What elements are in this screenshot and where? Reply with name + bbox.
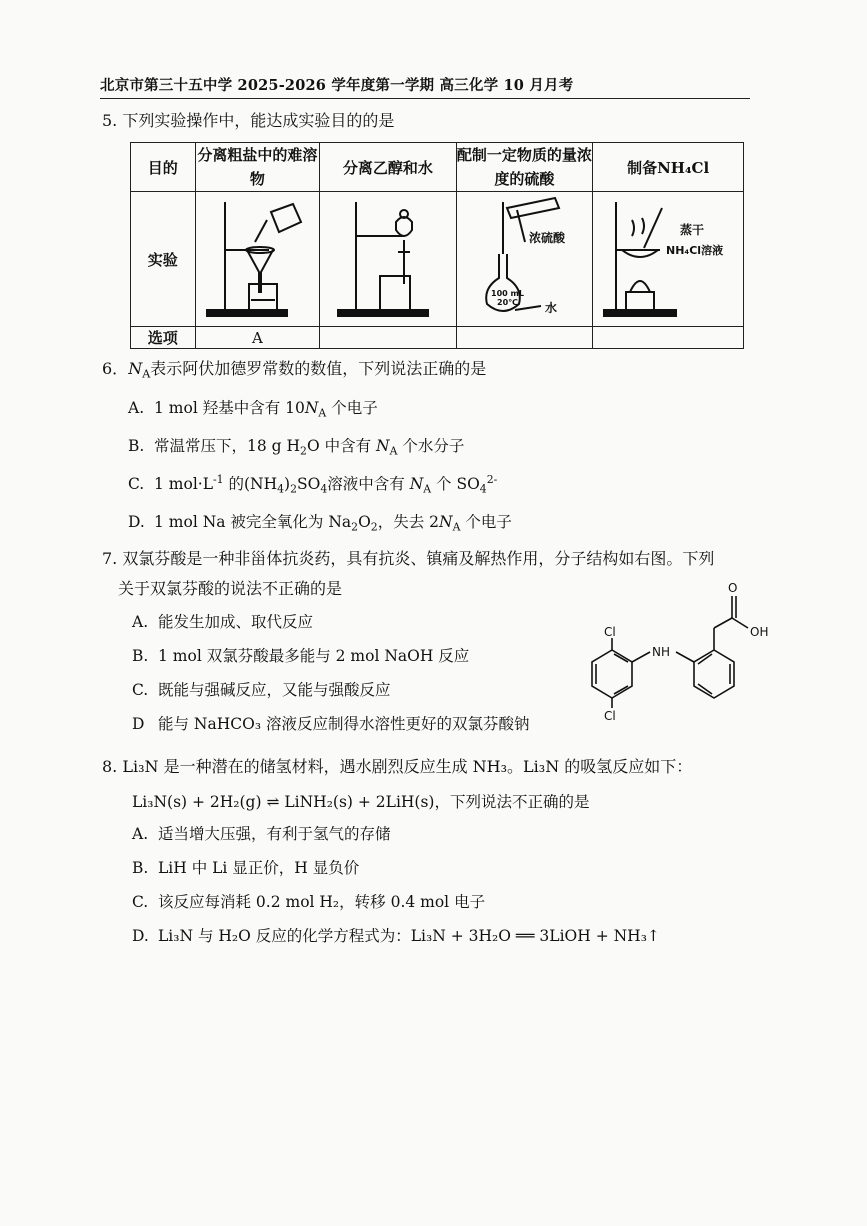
- apparatus-separatory: [320, 192, 456, 327]
- apparatus-filtration: [195, 192, 320, 327]
- row-label-purpose: 目的: [131, 143, 196, 192]
- apparatus-volumetric: [456, 192, 593, 327]
- q7-stem-line1: 7. 双氯芬酸是一种非甾体抗炎药，具有抗炎、镇痛及解热作用，分子结构如右图。下列: [102, 549, 715, 568]
- oh-label: OH: [750, 625, 769, 639]
- purpose-c: 配制一定物质的量浓度的硫酸: [456, 143, 593, 192]
- nh4cl-solution-label: NH₄Cl溶液: [665, 244, 723, 257]
- flask-temp-label: 20℃: [497, 298, 519, 307]
- q8-equation: Li₃N(s) + 2H₂(g) ⇌ LiNH₂(s) + 2LiH(s)，下列说法不正确的是: [132, 793, 590, 811]
- q8-option-c: C. 该反应每消耗 0.2 mol H₂，转移 0.4 mol 电子: [132, 893, 486, 911]
- q7-option-b: B. 1 mol 双氯芬酸最多能与 2 mol NaOH 反应: [132, 647, 470, 665]
- q8-stem: 8. Li₃N 是一种潜在的储氢材料，遇水剧烈反应生成 NH₃。Li₃N 的吸氢反应如下：: [102, 757, 693, 776]
- option-c-cell: [456, 327, 593, 349]
- q7-option-c: C. 既能与强碱反应，又能与强酸反应: [132, 681, 391, 699]
- purpose-b: 分离乙醇和水: [320, 143, 456, 192]
- q7-stem-line2: 关于双氯芬酸的说法不正确的是: [118, 579, 343, 598]
- flask-volume-label: 100 mL: [491, 289, 525, 298]
- evap-label: 蒸干: [679, 223, 704, 237]
- q6-stem: 6．$N_A$表示阿伏加德罗常数的数值，下列说法正确的是: [102, 359, 487, 381]
- carbonyl-o-label: O: [728, 581, 738, 595]
- q6-option-b: B. 常温常压下，18 g $H_2O$ 中含有 $N_A$ 个水分子: [128, 437, 465, 458]
- exam-header: 北京市第三十五中学 2025-2026 学年度第一学期 高三化学 10 月月考: [100, 74, 750, 99]
- option-d-cell: [593, 327, 744, 349]
- apparatus-evaporation: [593, 192, 744, 327]
- purpose-a: 分离粗盐中的难溶物: [195, 143, 320, 192]
- purpose-d: 制备NH₄Cl: [593, 143, 744, 192]
- option-a-cell: A: [195, 327, 320, 349]
- q7-option-d: D 能与 NaHCO₃ 溶液反应制得水溶性更好的双氯芬酸钠: [132, 715, 530, 733]
- q6-option-d: D. 1 mol Na 被完全氧化为 $Na_2O_2$，失去 $2N_A$ 个电子: [128, 513, 512, 534]
- row-label-experiment: 实验: [131, 192, 196, 327]
- q8-option-a: A. 适当增大压强，有利于氢气的存储: [132, 825, 391, 843]
- separatory-funnel-image: [328, 192, 448, 322]
- q7-option-a: A. 能发生加成、取代反应: [132, 613, 314, 631]
- q8-option-b: B. LiH 中 Li 显正价，H 显负价: [132, 859, 360, 877]
- q5-stem: 5. 下列实验操作中，能达成实验目的的是: [102, 111, 395, 130]
- q8-option-d: D. Li₃N 与 H₂O 反应的化学方程式为：Li₃N + 3H₂O ══ 3LiOH + NH₃↑: [132, 927, 660, 945]
- conc-acid-label: 浓硫酸: [529, 231, 566, 245]
- option-b-cell: [320, 327, 456, 349]
- cl-bottom-label: Cl: [604, 709, 616, 723]
- q6-option-a: A. 1 mol 羟基中含有 $10N_A$ 个电子: [128, 399, 378, 420]
- diclofenac-structure-image: [580, 580, 780, 725]
- cl-top-label: Cl: [604, 625, 616, 639]
- evaporation-image: [596, 192, 741, 322]
- row-label-option: 选项: [131, 327, 196, 349]
- nh-label: NH: [652, 645, 670, 659]
- filtration-apparatus-image: [197, 192, 317, 322]
- q6-option-c: C. 1 $mol\cdot L^{-1}$ 的$(NH_4)_2SO_4$溶液中含有 $N_A$ 个 $SO_4^{2-}$: [128, 473, 498, 496]
- volumetric-flask-image: [459, 192, 589, 322]
- water-label: 水: [545, 301, 558, 315]
- experiment-table: [130, 142, 744, 349]
